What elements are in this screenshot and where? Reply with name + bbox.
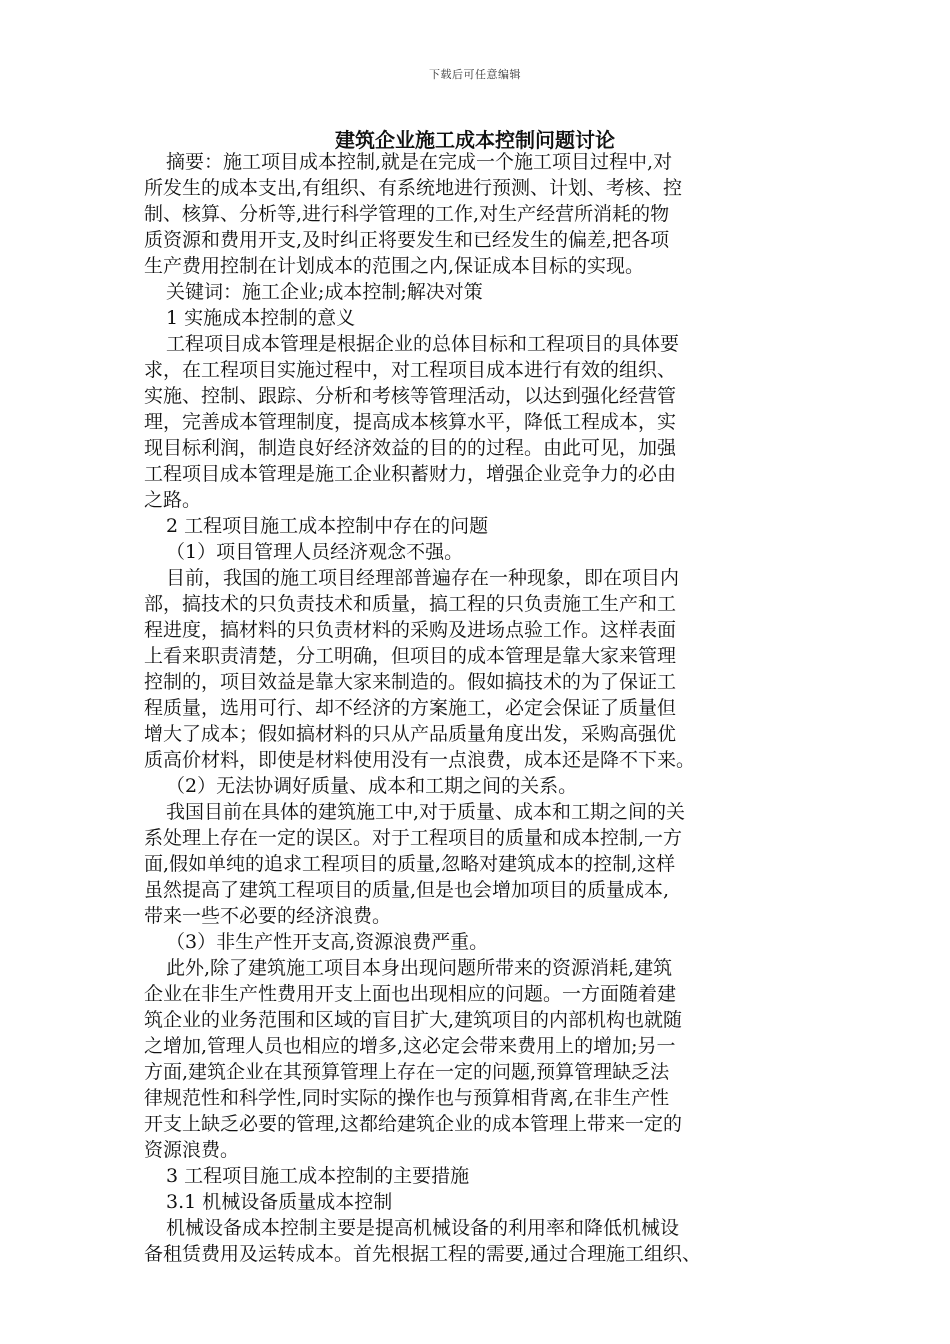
text-line: 筑企业的业务范围和区域的盲目扩大,建筑项目的内部机构也就随 — [144, 1009, 683, 1031]
text-line: 3 工程项目施工成本控制的主要措施 — [166, 1165, 470, 1187]
text-line: 求，在工程项目实施过程中，对工程项目成本进行有效的组织、 — [144, 359, 677, 381]
text-line: 2 工程项目施工成本控制中存在的问题 — [166, 515, 489, 537]
text-line: 上看来职责清楚，分工明确，但项目的成本管理是靠大家来管理 — [144, 645, 677, 667]
text-line: 关键词：施工企业;成本控制;解决对策 — [166, 281, 483, 303]
text-line: 质资源和费用开支,及时纠正将要发生和已经发生的偏差,把各项 — [144, 229, 670, 251]
text-line: 此外,除了建筑施工项目本身出现问题所带来的资源消耗,建筑 — [166, 957, 673, 979]
text-line: 虽然提高了建筑工程项目的质量,但是也会增加项目的质量成本, — [144, 879, 670, 901]
text-line: 控制的，项目效益是靠大家来制造的。假如搞技术的为了保证工 — [144, 671, 677, 693]
text-line: 增大了成本；假如搞材料的只从产品质量角度出发，采购高强优 — [144, 723, 677, 745]
text-line: 机械设备成本控制主要是提高机械设备的利用率和降低机械设 — [166, 1217, 680, 1239]
text-line: 方面,建筑企业在其预算管理上存在一定的问题,预算管理缺乏法 — [144, 1061, 670, 1083]
text-line: 备租赁费用及运转成本。首先根据工程的需要,通过合理施工组织、 — [144, 1243, 702, 1265]
text-line: （3）非生产性开支高,资源浪费严重。 — [166, 931, 489, 953]
text-line: 质高价材料，即使是材料使用没有一点浪费，成本还是降不下来。 — [144, 749, 696, 771]
text-line: （2）无法协调好质量、成本和工期之间的关系。 — [166, 775, 578, 797]
text-line: 实施、控制、跟踪、分析和考核等管理活动，以达到强化经营管 — [144, 385, 677, 407]
text-line: 1 实施成本控制的意义 — [166, 307, 356, 329]
document-title: 建筑企业施工成本控制问题讨论 — [335, 128, 615, 152]
document-body — [144, 149, 800, 1267]
text-line: 工程项目成本管理是根据企业的总体目标和工程项目的具体要 — [166, 333, 680, 355]
text-line: 系处理上存在一定的误区。对于工程项目的质量和成本控制,一方 — [144, 827, 683, 849]
text-line: 程进度，搞材料的只负责材料的采购及进场点验工作。这样表面 — [144, 619, 677, 641]
text-line: 部，搞技术的只负责技术和质量，搞工程的只负责施工生产和工 — [144, 593, 677, 615]
text-line: 摘要：施工项目成本控制,就是在完成一个施工项目过程中,对 — [166, 151, 673, 173]
text-line: （1）项目管理人员经济观念不强。 — [166, 541, 464, 563]
text-line: 制、核算、分析等,进行科学管理的工作,对生产经营所消耗的物 — [144, 203, 670, 225]
text-line: 开支上缺乏必要的管理,这都给建筑企业的成本管理上带来一定的 — [144, 1113, 683, 1135]
text-line: 带来一些不必要的经济浪费。 — [144, 905, 392, 927]
text-line: 理，完善成本管理制度，提高成本核算水平，降低工程成本，实 — [144, 411, 677, 433]
text-line: 生产费用控制在计划成本的范围之内,保证成本目标的实现。 — [144, 255, 645, 277]
text-line: 面,假如单纯的追求工程项目的质量,忽略对建筑成本的控制,这样 — [144, 853, 676, 875]
text-line: 企业在非生产性费用开支上面也出现相应的问题。一方面随着建 — [144, 983, 677, 1005]
text-line: 工程项目成本管理是施工企业积蓄财力，增强企业竞争力的必由 — [144, 463, 677, 485]
text-line: 律规范性和科学性,同时实际的操作也与预算相背离,在非生产性 — [144, 1087, 670, 1109]
text-line: 所发生的成本支出,有组织、有系统地进行预测、计划、考核、控 — [144, 177, 683, 199]
text-line: 现目标利润，制造良好经济效益的目的的过程。由此可见，加强 — [144, 437, 677, 459]
text-line: 之路。 — [144, 489, 202, 511]
text-line: 我国目前在具体的建筑施工中,对于质量、成本和工期之间的关 — [166, 801, 686, 823]
text-line: 程质量，选用可行、却不经济的方案施工，必定会保证了质量但 — [144, 697, 677, 719]
header-note: 下载后可任意编辑 — [429, 68, 521, 81]
text-line: 3.1 机械设备质量成本控制 — [166, 1191, 393, 1213]
text-line: 目前，我国的施工项目经理部普遍存在一种现象，即在项目内 — [166, 567, 680, 589]
text-line: 之增加,管理人员也相应的增多,这必定会带来费用上的增加;另一 — [144, 1035, 676, 1057]
text-line: 资源浪费。 — [144, 1139, 240, 1161]
